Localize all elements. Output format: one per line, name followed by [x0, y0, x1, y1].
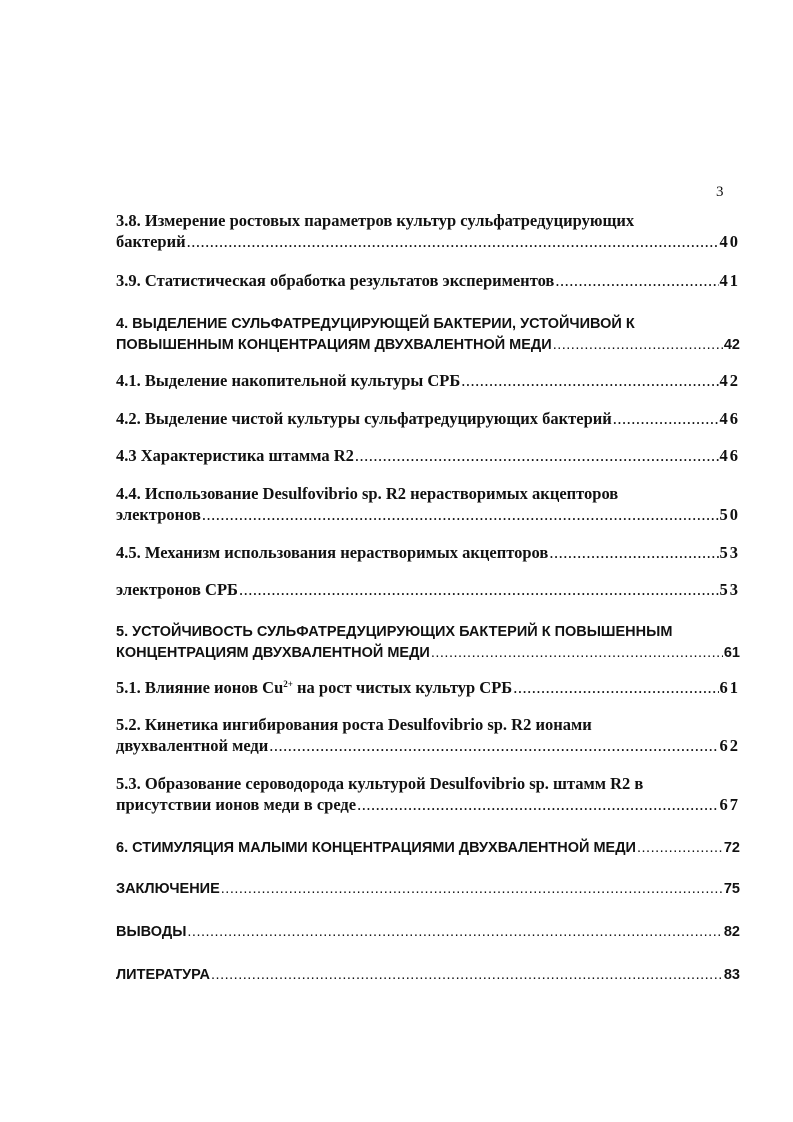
toc-page-number: 42 [719, 371, 740, 390]
toc-page-number: 41 [719, 271, 740, 290]
toc-entry-title: 4.2. Выделение чистой культуры сульфатредуцирующих бактерий [116, 409, 612, 428]
dot-leader [613, 408, 719, 429]
toc-entry-4-3[interactable] [116, 445, 740, 466]
toc-entry-5-2[interactable] [116, 714, 740, 756]
toc-entry-title: двухвалентной меди [116, 736, 269, 755]
toc-entry-4-2[interactable] [116, 408, 740, 429]
toc-entry-title-line: 4.4. Использование Desulfovibrio sp. R2 нерастворимых акцепторов [116, 484, 619, 503]
dot-leader [431, 643, 723, 664]
toc-page-number: 75 [723, 881, 740, 897]
toc-entry-title: 6. СТИМУЛЯЦИЯ МАЛЫМИ КОНЦЕНТРАЦИЯМИ ДВУХВАЛЕНТНОЙ МЕДИ [116, 840, 636, 856]
toc-page-number: 46 [719, 446, 740, 465]
toc-page-number: 82 [723, 924, 740, 940]
toc-entry-4-1[interactable] [116, 370, 740, 391]
toc-entry-title: 3.9. Статистическая обработка результатов экспериментов [116, 271, 555, 290]
toc-entry-title-line: 5.3. Образование сероводорода культурой Desulfovibrio sp. штамм R2 в [116, 774, 644, 793]
toc-entry-title-line: 5. УСТОЙЧИВОСТЬ СУЛЬФАТРЕДУЦИРУЮЩИХ БАКТЕРИЙ К ПОВЫШЕННЫМ [116, 624, 673, 640]
toc-entry-findings[interactable] [116, 922, 740, 943]
toc-entry-6[interactable] [116, 838, 740, 859]
superscript-charge: 2+ [283, 679, 293, 689]
toc-entry-title-line: 3.8. Измерение ростовых параметров культур сульфатредуцирующих [116, 211, 635, 230]
toc-entry-conclusion[interactable] [116, 879, 740, 900]
toc-entry-title: присутствии ионов меди в среде [116, 795, 357, 814]
toc-entry-4-5-cont[interactable] [116, 579, 740, 600]
toc-page-number: 42 [723, 337, 740, 353]
page-number: 3 [716, 184, 724, 200]
dot-leader [513, 677, 718, 698]
toc-page-number: 83 [723, 967, 740, 983]
dot-leader [555, 270, 718, 291]
toc-page-number: 53 [719, 543, 740, 562]
toc-page-number: 67 [719, 795, 740, 814]
toc-entry-3-8[interactable] [116, 210, 740, 252]
toc-page-number: 61 [723, 645, 740, 661]
toc-entry-literature[interactable] [116, 965, 740, 986]
toc-entry-3-9[interactable] [116, 270, 740, 291]
toc-page-number: 53 [719, 580, 740, 599]
toc-entry-4-4[interactable] [116, 483, 740, 525]
toc-entry-title: ЛИТЕРАТУРА [116, 967, 211, 983]
toc-entry-title: ПОВЫШЕННЫМ КОНЦЕНТРАЦИЯМ ДВУХВАЛЕНТНОЙ МЕДИ [116, 337, 552, 353]
dot-leader [239, 579, 719, 600]
toc-page-number: 46 [719, 409, 740, 428]
title-text-cont: на рост чистых культур СРБ [292, 678, 513, 697]
toc-entry-title: бактерий [116, 232, 186, 251]
dot-leader [637, 838, 723, 859]
toc-entry-title: электронов [116, 505, 201, 524]
toc-entry-title: ВЫВОДЫ [116, 924, 187, 940]
toc-entry-title: КОНЦЕНТРАЦИЯМ ДВУХВАЛЕНТНОЙ МЕДИ [116, 645, 430, 661]
toc-entry-4[interactable] [116, 314, 740, 356]
toc-entry-title: 4.3 Характеристика штамма R2 [116, 446, 354, 465]
dot-leader [211, 965, 723, 986]
toc-entry-title: ЗАКЛЮЧЕНИЕ [116, 881, 220, 897]
toc-entry-title [116, 677, 512, 698]
toc-page-number: 62 [719, 736, 740, 755]
toc-entry-5-3[interactable] [116, 773, 740, 815]
toc-entry-5-1[interactable] [116, 677, 740, 698]
toc-entry-title: 4.5. Механизм использования нерастворимых акцепторов [116, 543, 549, 562]
toc-page-number: 61 [719, 678, 740, 697]
dot-leader [357, 794, 718, 815]
toc-entry-title: 4.1. Выделение накопительной культуры СРБ [116, 371, 461, 390]
dot-leader [187, 231, 719, 252]
dot-leader [549, 542, 718, 563]
toc-entry-title-line: 5.2. Кинетика ингибирования роста Desulfovibrio sp. R2 ионами [116, 715, 592, 734]
dot-leader [221, 879, 723, 900]
toc-page-number: 40 [719, 232, 740, 251]
dot-leader [187, 922, 722, 943]
dot-leader [269, 735, 718, 756]
dot-leader [553, 335, 723, 356]
toc-entry-5[interactable] [116, 622, 740, 664]
toc-entry-title-line: 4. ВЫДЕЛЕНИЕ СУЛЬФАТРЕДУЦИРУЮЩЕЙ БАКТЕРИИ, УСТОЙЧИВОЙ К [116, 316, 635, 332]
toc-entry-title: электронов СРБ [116, 580, 238, 599]
toc-page-number: 72 [723, 840, 740, 856]
toc-page-number: 50 [719, 505, 740, 524]
dot-leader [202, 504, 719, 525]
dot-leader [461, 370, 718, 391]
title-text: 5.1. Влияние ионов Cu [116, 678, 284, 697]
toc-entry-4-5[interactable] [116, 542, 740, 563]
dot-leader [355, 445, 719, 466]
